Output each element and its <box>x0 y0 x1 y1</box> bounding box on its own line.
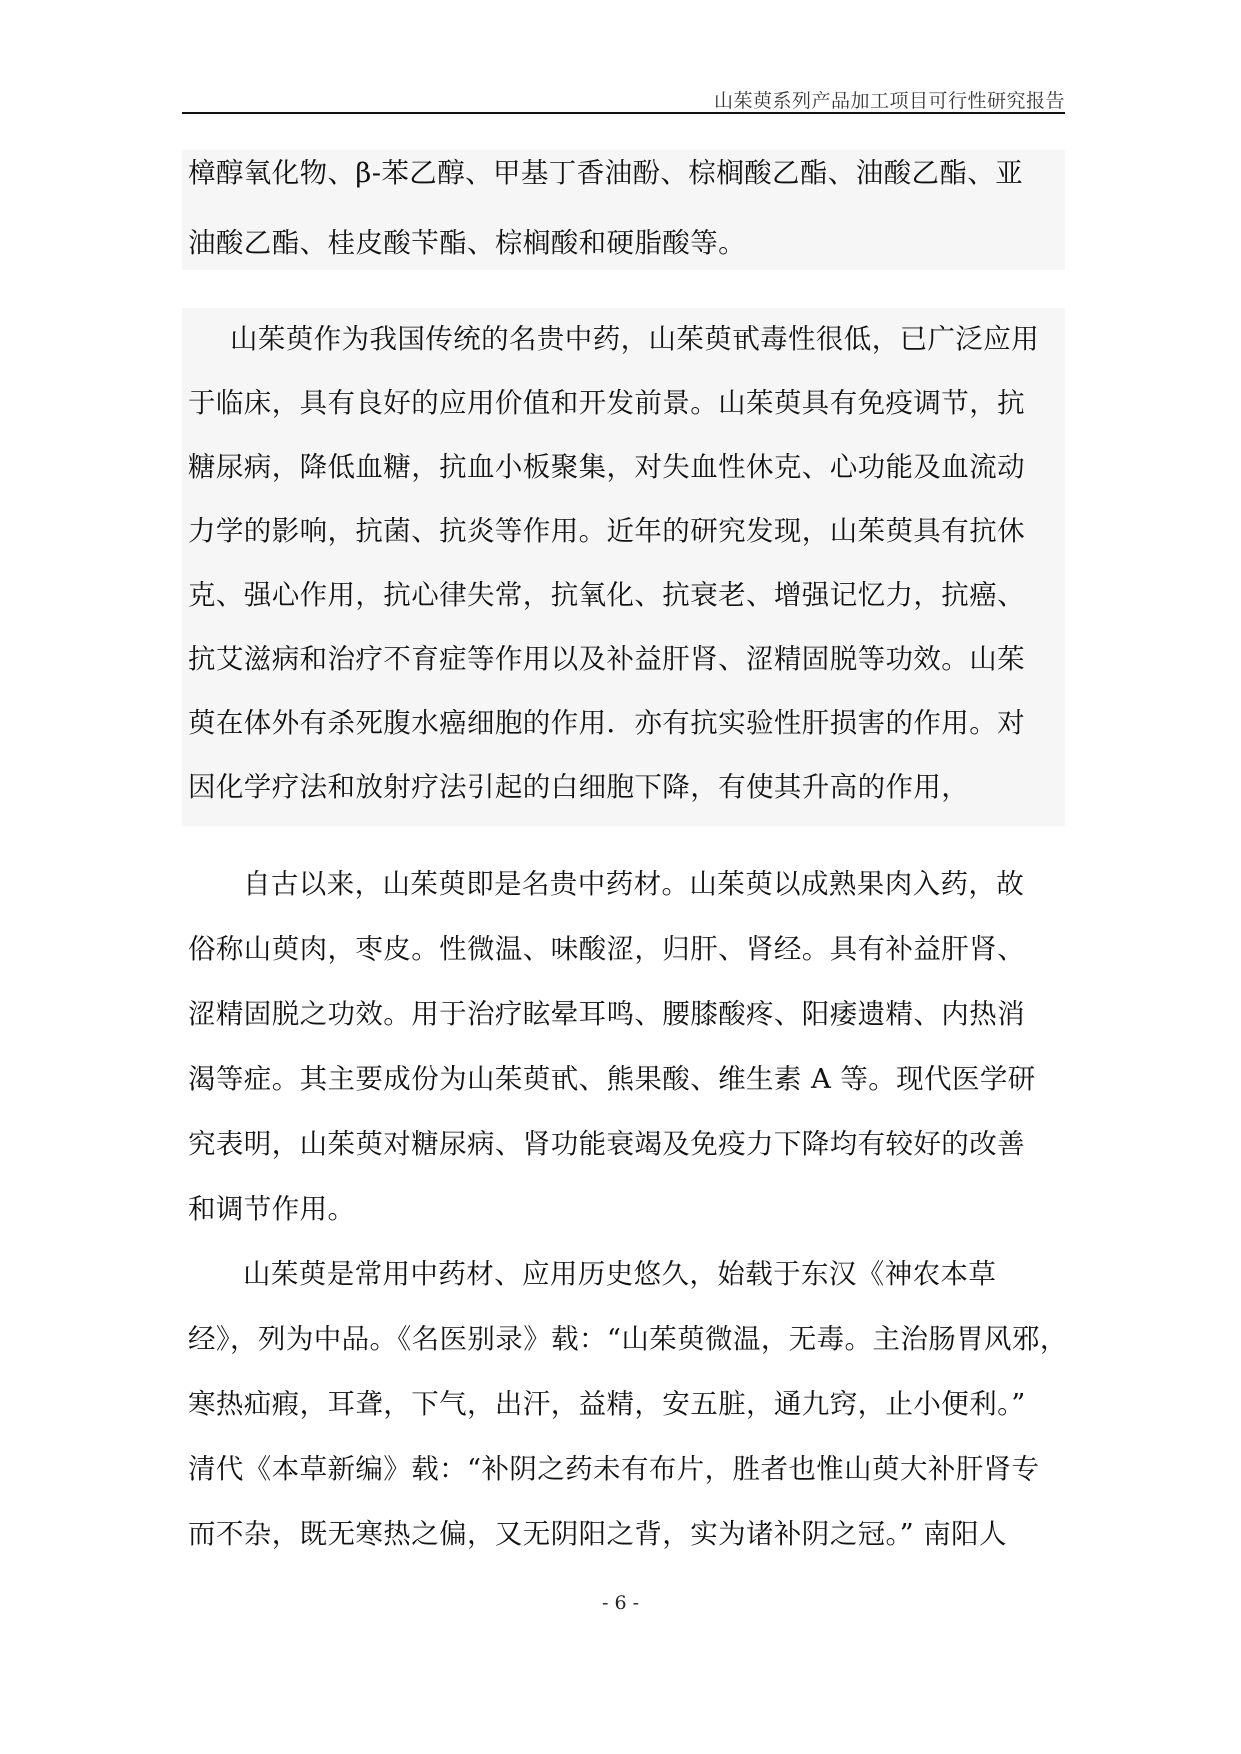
header-title: 山茱萸系列产品加工项目可行性研究报告 <box>713 90 1065 112</box>
text-line: 经》，列为中品。《名医别录》载：“山茱萸微温，无毒。主治肠胃风邪， <box>188 1323 1068 1355</box>
text-line: 渴等症。其主要成份为山茱萸甙、熊果酸、维生素 A 等。现代医学研 <box>188 1063 1036 1095</box>
page-number: - 6 - <box>601 1592 639 1614</box>
text-line: 油酸乙酯、桂皮酸苄酯、棕榈酸和硬脂酸等。 <box>188 227 746 259</box>
paragraph-first-line: 山茱萸是常用中药材、应用历史悠久，始载于东汉《神农本草 <box>243 1258 997 1290</box>
text-line: 于临床，具有良好的应用价值和开发前景。山茱萸具有免疫调节，抗 <box>188 387 1025 419</box>
text-line: 糖尿病，降低血糖，抗血小板聚集，对失血性休克、心功能及血流动 <box>188 451 1025 483</box>
text-line: 而不杂，既无寒热之偏，又无阴阳之背，实为诸补阴之冠。” 南阳人 <box>188 1518 1007 1550</box>
text-line: 究表明，山茱萸对糖尿病、肾功能衰竭及免疫力下降均有较好的改善 <box>188 1128 1025 1160</box>
header-rule <box>182 112 1065 114</box>
text-line: 清代《本草新编》载：“补阴之药未有布片，胜者也惟山萸大补肝肾专 <box>188 1453 1040 1485</box>
text-line: 力学的影响，抗菌、抗炎等作用。近年的研究发现，山茱萸具有抗休 <box>188 515 1025 547</box>
text-line: 萸在体外有杀死腹水癌细胞的作用．亦有抗实验性肝损害的作用。对 <box>188 707 1025 739</box>
text-line: 克、强心作用，抗心律失常，抗氧化、抗衰老、增强记忆力，抗癌、 <box>188 579 1025 611</box>
text-line: 抗艾滋病和治疗不育症等作用以及补益肝肾、涩精固脱等功效。山茱 <box>188 643 1025 675</box>
paragraph-first-line: 山茱萸作为我国传统的名贵中药，山茱萸甙毒性很低，已广泛应用 <box>230 323 1040 355</box>
text-line: 寒热疝瘕，耳聋，下气，出汗，益精，安五脏，通九窍，止小便利。” <box>188 1388 1026 1420</box>
text-line: 俗称山萸肉，枣皮。性微温、味酸涩，归肝、肾经。具有补益肝肾、 <box>188 933 1025 965</box>
text-line: 樟醇氧化物、β-苯乙醇、甲基丁香油酚、棕榈酸乙酯、油酸乙酯、亚 <box>188 157 1024 189</box>
text-line: 因化学疗法和放射疗法引起的白细胞下降，有使其升高的作用， <box>188 771 970 803</box>
text-line: 涩精固脱之功效。用于治疗眩晕耳鸣、腰膝酸疼、阳痿遗精、内热消 <box>188 998 1025 1030</box>
text-line: 和调节作用。 <box>188 1193 356 1225</box>
paragraph-first-line: 自古以来，山茱萸即是名贵中药材。山茱萸以成熟果肉入药，故 <box>243 868 1025 900</box>
